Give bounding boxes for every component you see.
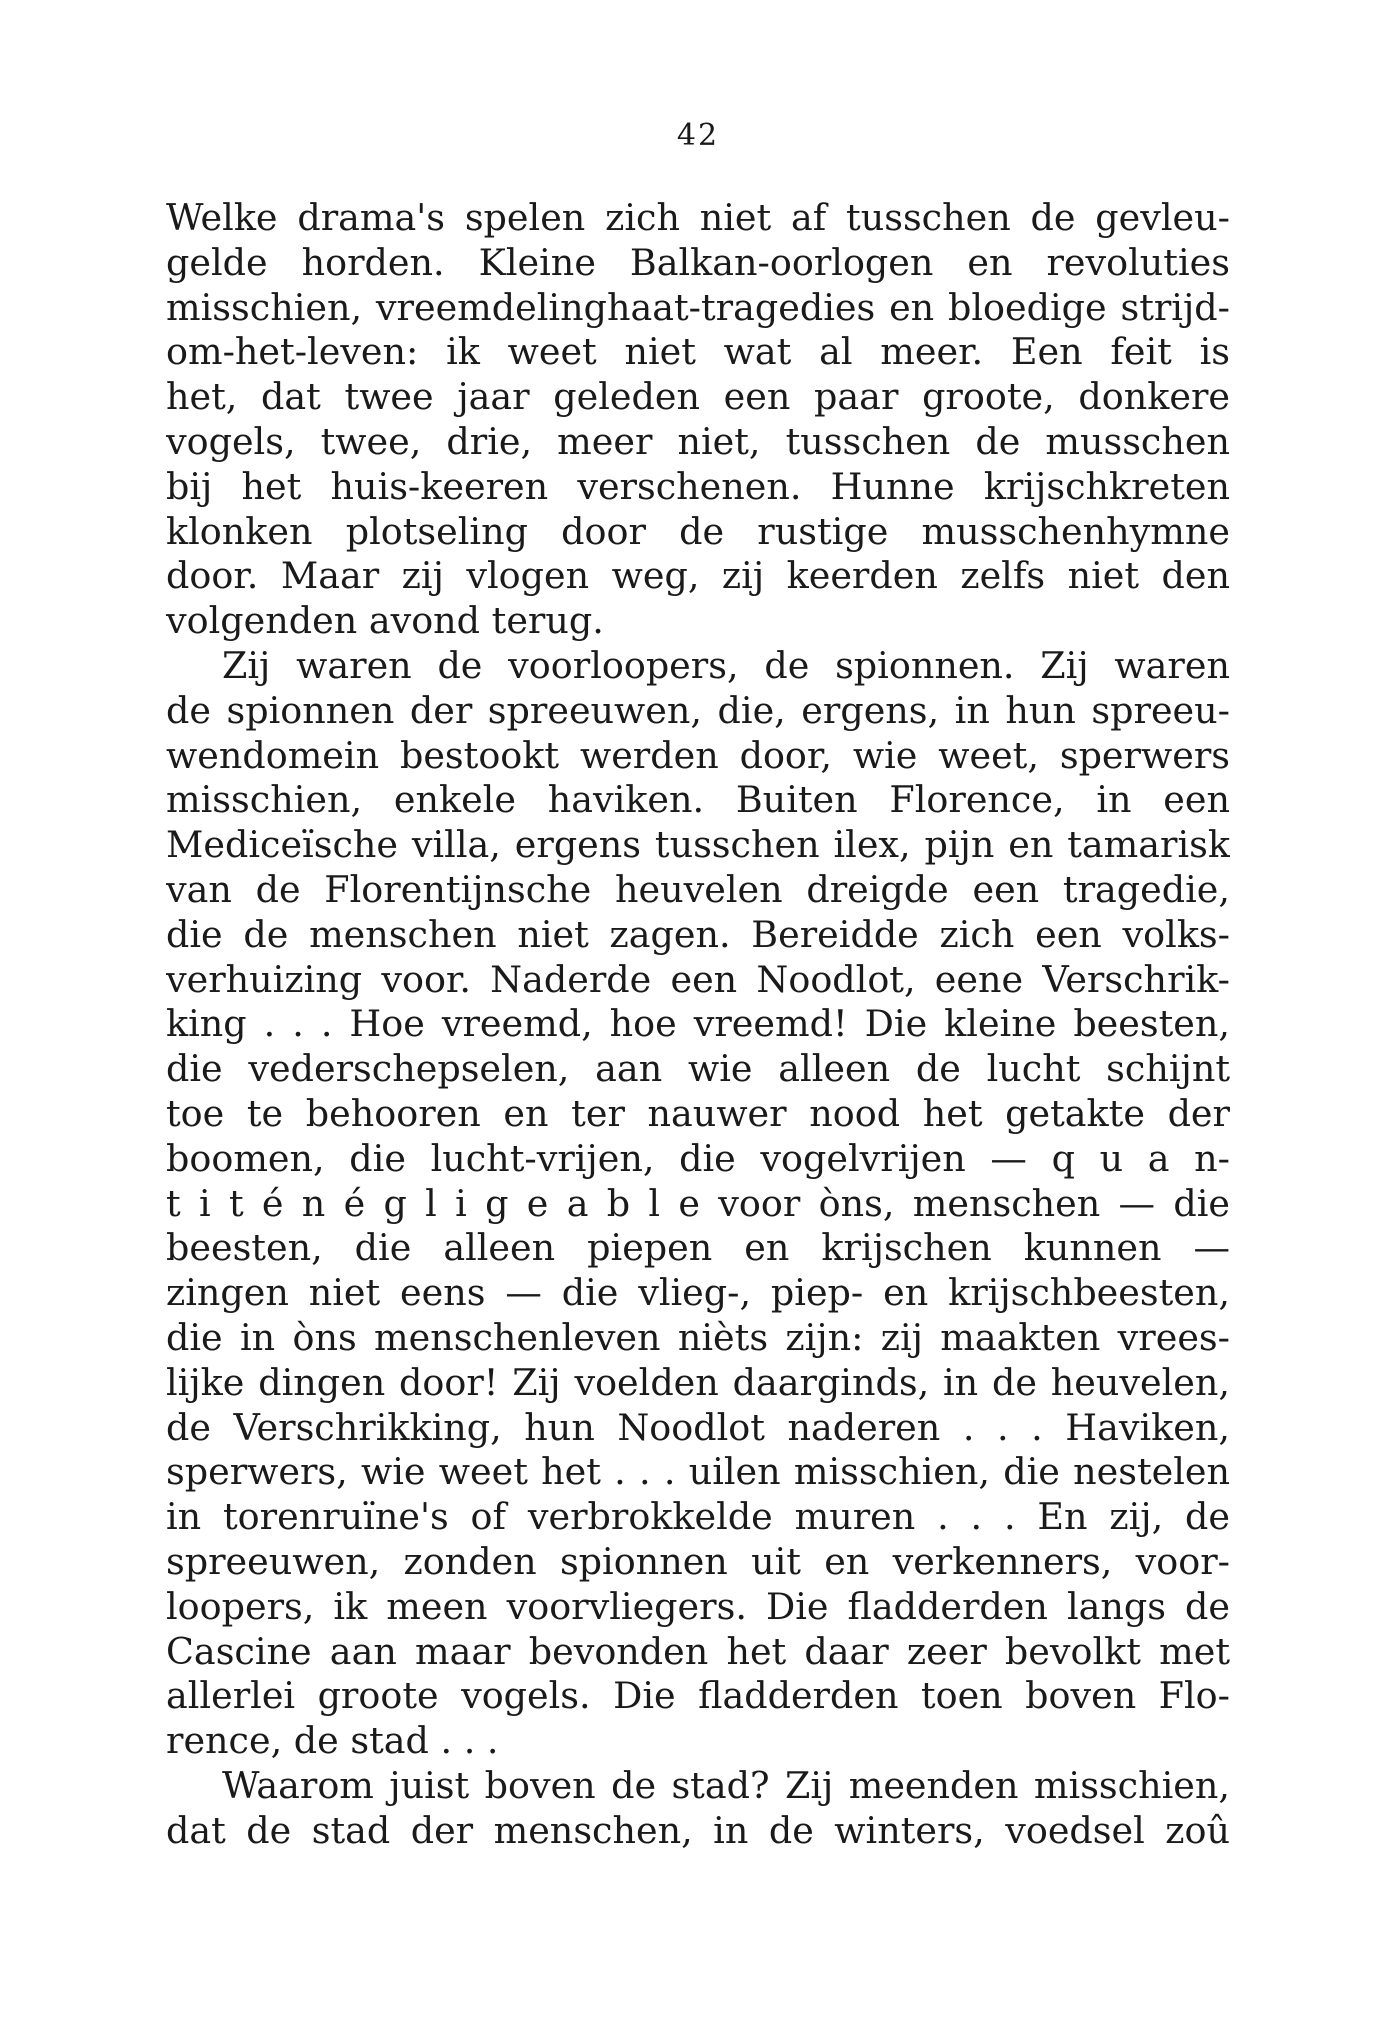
- text-line: die in òns menschenleven nièts zijn: zij maakten vrees-: [166, 1315, 1230, 1359]
- text-line: bij het huis-keeren verschenen. Hunne krijschkreten: [166, 464, 1230, 508]
- text-line: het, dat twee jaar geleden een paar groote, donkere: [166, 375, 1230, 419]
- text-line: die vederschepselen, aan wie alleen de lucht schijnt: [166, 1047, 1230, 1091]
- text-line: wendomein bestookt werden door, wie weet, sperwers: [166, 733, 1230, 777]
- text-line: beesten, die alleen piepen en krijschen kunnen —: [166, 1226, 1230, 1270]
- text-line: Cascine aan maar bevonden het daar zeer bevolkt met: [166, 1629, 1230, 1673]
- text-line: door. Maar zij vlogen weg, zij keerden zelfs niet den: [166, 554, 1230, 598]
- text-line: verhuizing voor. Naderde een Noodlot, eene Verschrik-: [166, 957, 1230, 1001]
- text-line: zingen niet eens — die vlieg-, piep- en krijschbeesten,: [166, 1271, 1230, 1315]
- text-line: rence, de stad . . .: [166, 1719, 499, 1763]
- text-line: allerlei groote vogels. Die fladderden toen boven Flo-: [166, 1674, 1230, 1718]
- text-line: loopers, ik meen voorvliegers. Die fladderden langs de: [166, 1584, 1230, 1628]
- text-line: Welke drama's spelen zich niet af tusschen de gevleu-: [166, 196, 1230, 239]
- text-line: Waarom juist boven de stad? Zij meenden misschien,: [222, 1763, 1230, 1807]
- text-line: sperwers, wie weet het . . . uilen misschien, die nestelen: [166, 1450, 1230, 1494]
- text-line: dat de stad der menschen, in de winters, voedsel zoû: [166, 1808, 1230, 1852]
- text-line: vogels, twee, drie, meer niet, tusschen de musschen: [166, 419, 1230, 463]
- text-line: t i t é n é g l i g e a b l e voor òns, menschen — die: [166, 1181, 1230, 1225]
- text-line: lijke dingen door! Zij voelden daarginds, in de heuvelen,: [166, 1360, 1230, 1404]
- text-line: de Verschrikking, hun Noodlot naderen . . . Haviken,: [166, 1405, 1230, 1449]
- text-line: in torenruïne's of verbrokkelde muren . . . En zij, de: [166, 1495, 1230, 1539]
- text-line: misschien, enkele haviken. Buiten Florence, in een: [166, 778, 1230, 822]
- text-line: volgenden avond terug.: [166, 599, 604, 643]
- text-line: Mediceïsche villa, ergens tusschen ilex, pijn en tamarisk: [166, 823, 1230, 867]
- text-line: misschien, vreemdelinghaat-tragedies en bloedige strijd-: [166, 285, 1230, 329]
- text-line: Zij waren de voorloopers, de spionnen. Zij waren: [222, 643, 1230, 687]
- text-line: van de Florentijnsche heuvelen dreigde een tragedie,: [166, 867, 1230, 911]
- text-line: de spionnen der spreeuwen, die, ergens, in hun spreeu-: [166, 688, 1230, 732]
- body-text: [166, 196, 1230, 1853]
- text-line: die de menschen niet zagen. Bereidde zich een volks-: [166, 912, 1230, 956]
- page-number: 42: [676, 118, 720, 153]
- text-line: gelde horden. Kleine Balkan-oorlogen en revoluties: [166, 240, 1230, 284]
- text-line: toe te behooren en ter nauwer nood het getakte der: [166, 1091, 1230, 1135]
- text-line: spreeuwen, zonden spionnen uit en verkenners, voor-: [166, 1539, 1230, 1583]
- text-line: king . . . Hoe vreemd, hoe vreemd! Die kleine beesten,: [166, 1002, 1230, 1046]
- text-line: boomen, die lucht-vrijen, die vogelvrijen — q u a n-: [166, 1136, 1230, 1180]
- text-line: klonken plotseling door de rustige musschenhymne: [166, 509, 1230, 553]
- text-line: om-het-leven: ik weet niet wat al meer. Een feit is: [166, 330, 1230, 374]
